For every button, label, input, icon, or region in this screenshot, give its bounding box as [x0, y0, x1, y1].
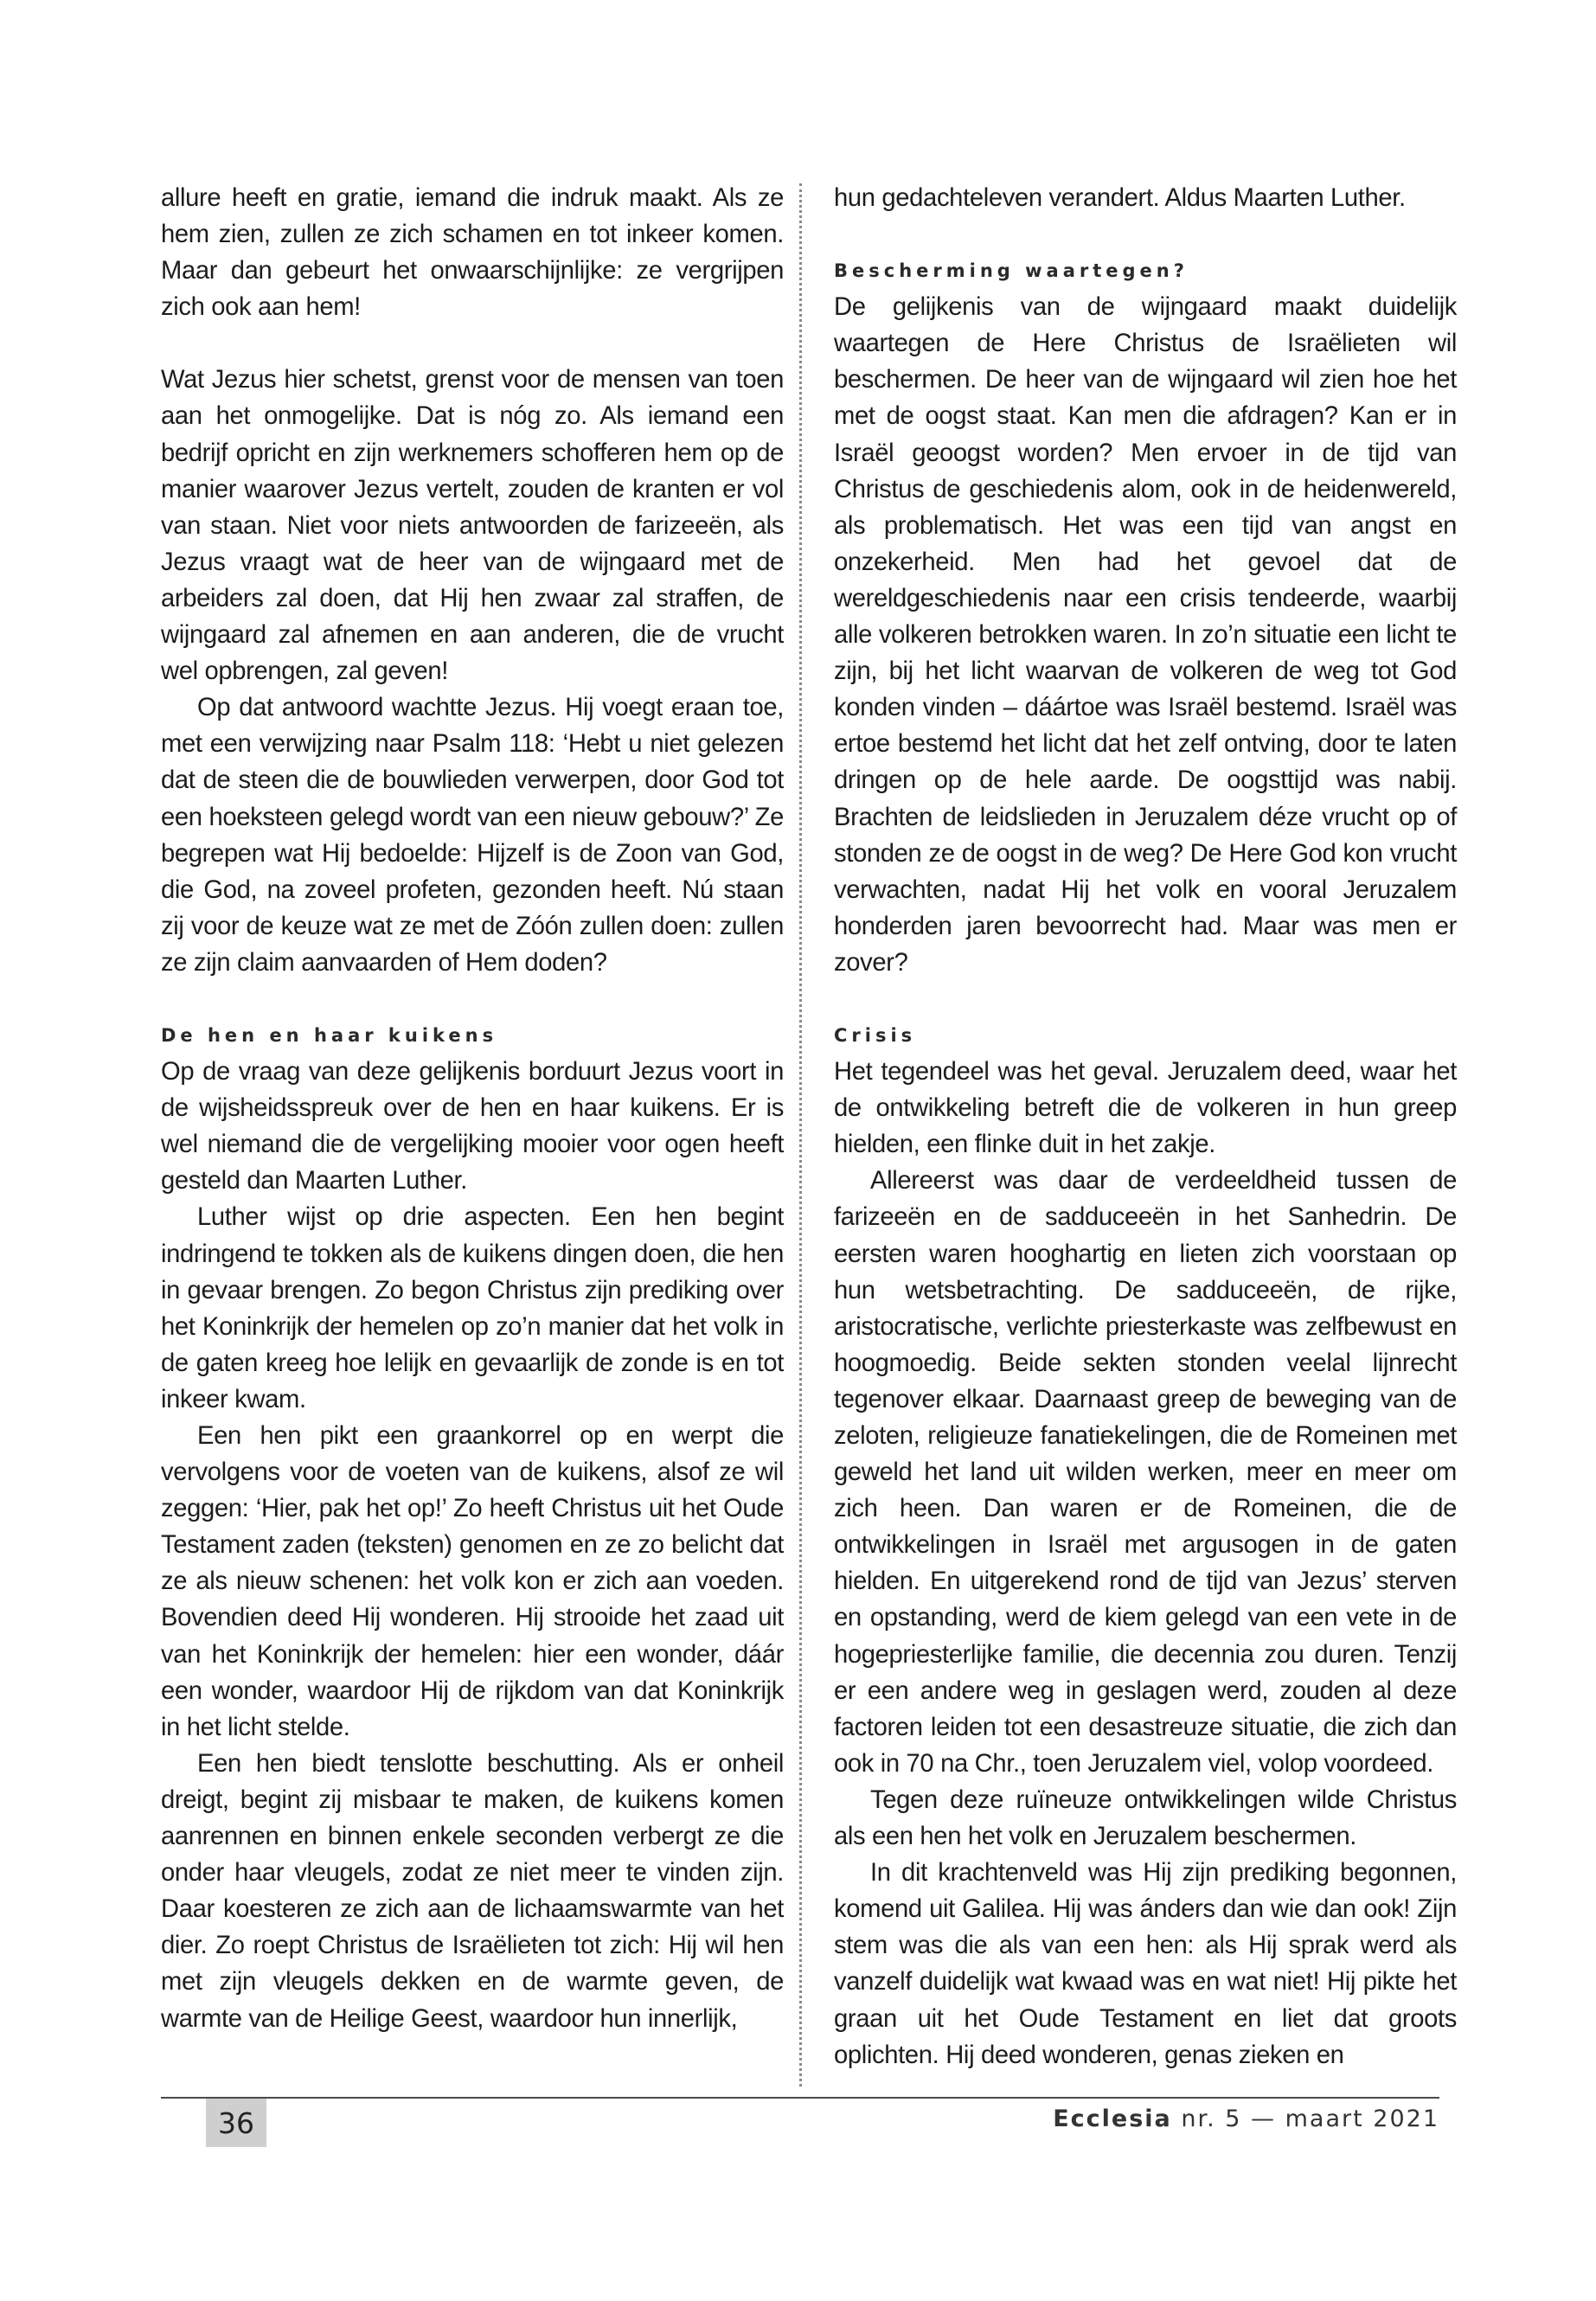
left-column [161, 180, 784, 2037]
paragraph: Tegen deze ruïneuze ontwikkelingen wilde Christus als een hen het volk en Jeruzalem beschermen. [834, 1785, 1457, 1851]
paragraph: Het tegendeel was het geval. Jeruzalem deed, waar het de ontwikkeling betreft die de volkeren in hun greep hielden, een flinke duit in het zakje. [834, 1058, 1457, 1159]
paragraph: In dit krachtenveld was Hij zijn prediking begonnen, komend uit Galilea. Hij was ánders dan wie dan ook! Zijn stem was die als van een hen: als Hij sprak werd als vanzelf duidelijk wat kwaad was en wat niet! Hij pikte het graan uit het Oude Testament en liet dat groots oplichten. Hij deed wonderen, genas zieken en [834, 1859, 1457, 2069]
paragraph: allure heeft en gratie, iemand die indruk maakt. Als ze hem zien, zullen ze zich schamen en tot inkeer komen. Maar dan gebeurt het onwaarschijnlijke: ze vergrijpen zich ook aan hem! [161, 184, 784, 322]
issue-info: nr. 5 — maart 2021 [1181, 2106, 1439, 2132]
footer-rule [161, 2097, 1439, 2099]
paragraph: De gelijkenis van de wijngaard maakt duidelijk waartegen de Here Christus de Israëlieten wil beschermen. De heer van de wijngaard wil zien hoe het met de oogst staat. Kan men die afdragen? Kan er in Israël geoogst worden? Men ervoer in de tijd van Christus de geschiedenis alom, ook in de heidenwereld, als problematisch. Het was een tijd van angst en onzekerheid. Men had het gevoel dat de wereldgeschiedenis naar een crisis tendeerde, waarbij alle volkeren betrokken waren. In zo’n situatie een licht te zijn, bij het licht waarvan de volkeren de weg tot God konden vinden – dáártoe was Israël bestemd. Israël was ertoe bestemd het licht dat het zelf ontving, door te laten dringen op de hele aarde. De oogsttijd was nabij. Brachten de leidslieden in Jeruzalem déze vrucht op of stonden ze de oogst in de weg? De Here God kon vrucht verwachten, nadat Hij het volk en vooral Jeruzalem honderden jaren bevoorrecht had. Maar was men er zover? [834, 293, 1457, 977]
paragraph: Op de vraag van deze gelijkenis borduurt Jezus voort in de wijsheidsspreuk over de hen en haar kuikens. Er is wel niemand die de vergelijking mooier voor ogen heeft gesteld dan Maarten Luther. [161, 1058, 784, 1195]
paragraph: Een hen biedt tenslotte beschutting. Als er onheil dreigt, begint zij misbaar te maken, de kuikens komen aanrennen en binnen enkele seconden verbergt ze die onder haar vleugels, zodat ze niet meer te vinden zijn. Daar koesteren ze zich aan de lichaamswarmte van het dier. Zo roept Christus de Israëlieten tot zich: Hij wil hen met zijn vleugels dekken en de warmte geven, de warmte van de Heilige Geest, waardoor hun innerlijk, [161, 1749, 784, 2033]
section-heading: De hen en haar kuikens [161, 1024, 498, 1046]
paragraph: Een hen pikt een graankorrel op en werpt die vervolgens voor de voeten van de kuikens, alsof ze wil zeggen: ‘Hier, pak het op!’ Zo heeft Christus uit het Oude Testament zaden (teksten) genomen en ze zo belicht dat ze als nieuw schenen: het volk kon er zich aan voeden. Bovendien deed Hij wonderen. Hij strooide het zaad uit van het Koninkrijk der hemelen: hier een wonder, dáár een wonder, waardoor Hij de rijkdom van dat Koninkrijk in het licht stelde. [161, 1422, 784, 1741]
section-heading: Crisis [834, 1024, 917, 1046]
column-divider [799, 183, 802, 2086]
paragraph: Wat Jezus hier schetst, grenst voor de mensen van toen aan het onmogelijke. Dat is nóg zo. Als iemand een bedrijf opricht en zijn werknemers schofferen hem op de manier waarover Jezus vertelt, zouden de kranten er vol van staan. Niet voor niets antwoorden de farizeeën, als Jezus vraagt wat de heer van de wijngaard met de arbeiders zal doen, dat Hij hen zwaar zal straffen, de wijngaard zal afnemen en aan anderen, die de vrucht wel opbrengen, zal geven! [161, 366, 784, 686]
right-column [834, 180, 1457, 2073]
issue-line [1053, 2106, 1439, 2132]
paragraph: hun gedachteleven verandert. Aldus Maarten Luther. [834, 184, 1406, 212]
paragraph: Luther wijst op drie aspecten. Een hen begint indringend te tokken als de kuikens dingen doen, die hen in gevaar brengen. Zo begon Christus zijn prediking over het Koninkrijk der hemelen op zo’n manier dat het volk in de gaten kreeg hoe lelijk en gevaarlijk de zonde is en tot inkeer kwam. [161, 1203, 784, 1413]
section-heading: Bescherming waartegen? [834, 260, 1189, 282]
page-number: 36 [206, 2099, 266, 2147]
paragraph: Allereerst was daar de verdeeldheid tussen de farizeeën en de sadduceeën in het Sanhedrin. De eersten waren hooghartig en lieten zich voorstaan op hun wetsbetrachting. De sadduceeën, de rijke, aristocratische, verlichte priesterkaste was zelfbewust en hoogmoedig. Beide sekten stonden veelal lijnrecht tegenover elkaar. Daarnaast greep de beweging van de zeloten, religieuze fanatiekelingen, die de Romeinen met geweld het land uit wilden werken, meer en meer om zich heen. Dan waren er de Romeinen, die de ontwikkelingen in Israël met argusogen in de gaten hielden. En uitgerekend rond de tijd van Jezus’ sterven en opstanding, werd de kiem gelegd van een vete in de hogepriesterlijke familie, die decennia zou duren. Tenzij er een andere weg in geslagen werd, zouden al deze factoren leiden tot een desastreuze situatie, die zich dan ook in 70 na Chr., toen Jeruzalem viel, volop voordeed. [834, 1167, 1457, 1778]
magazine-name: Ecclesia [1053, 2106, 1172, 2132]
paragraph: Op dat antwoord wachtte Jezus. Hij voegt eraan toe, met een verwijzing naar Psalm 118: ‘Hebt u niet gelezen dat de steen die de bouwlieden verwerpen, door God tot een hoeksteen gelegd wordt van een nieuw gebouw?’ Ze begrepen wat Hij bedoelde: Hijzelf is de Zoon van God, die God, na zoveel profeten, gezonden heeft. Nú staan zij voor de keuze wat ze met de Zóón zullen doen: zullen ze zijn claim aanvaarden of Hem doden? [161, 694, 784, 977]
